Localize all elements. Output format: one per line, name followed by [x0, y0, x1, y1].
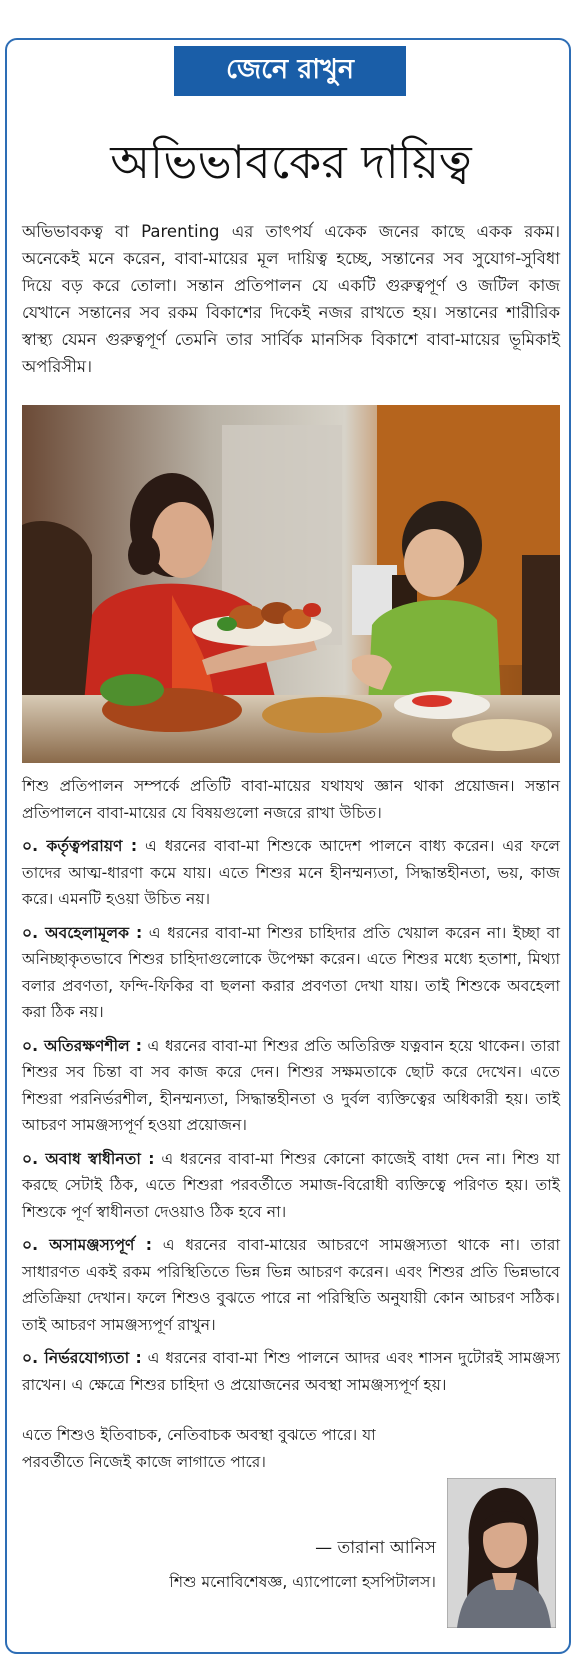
point-term: ০. অবহেলামূলক : — [22, 923, 143, 942]
author-affiliation: শিশু মনোবিশেষজ্ঞ, এ্যাপোলো হসপিটালস। — [169, 1573, 436, 1591]
point-term: ০. নির্ভরযোগ্যতা : — [22, 1349, 142, 1367]
article-title: অভিভাবকের দায়িত্ব — [110, 135, 472, 189]
point-term: ০. কর্তৃত্বপরায়ণ : — [22, 837, 138, 855]
article-body — [22, 773, 560, 1405]
mother-child-photo — [22, 405, 560, 763]
point-item — [22, 920, 560, 1026]
point-text: এ ধরনের বাবা-মা শিশুর চাহিদার প্রতি খেয়াল করেন না। ইচ্ছা বা অনিচ্ছাকৃতভাবে শিশুর চাহিদাগুলোকে উপেক্ষা করেন। এতে শিশুর মধ্যে হতাশা, মিথ্যা বলার প্রবণতা, ফন্দি-ফিকির বা ছলনা করার প্রবণতা দেখা যায়। তাই শিশুকে অবহেলা করা ঠিক নয়। — [22, 923, 560, 1021]
author-portrait — [447, 1478, 556, 1628]
point-item — [22, 1146, 560, 1226]
point-text: এ ধরনের বাবা-মা শিশুর কোনো কাজেই বাধা দেন না। শিশু যা করছে সেটাই ঠিক, এতে শিশুরা পরবর্তীতে সমাজ-বিরোধী ব্যক্তিত্বে পরিণত হয়। তাই শিশুকে পূর্ণ স্বাধীনতা দেওয়াও ঠিক হবে না। — [22, 1149, 560, 1221]
section-banner: জেনে রাখুন — [174, 46, 406, 96]
lead-paragraph: শিশু প্রতিপালন সম্পর্কে প্রতিটি বাবা-মায়ের যথাযথ জ্ঞান থাকা প্রয়োজন। সন্তান প্রতিপালনে বাবা-মায়ের যে বিষয়গুলো নজরে রাখা উচিত। — [22, 777, 560, 822]
closing-paragraph: এতে শিশুও ইতিবাচক, নেতিবাচক অবস্থা বুঝতে পারে। যা পরবর্তীতে নিজেই কাজে লাগাতে পারে। — [22, 1426, 376, 1471]
intro-text: অভিভাবকত্ব বা Parenting এর তাৎপর্য একেক জনের কাছে একক রকম। অনেকেই মনে করেন, বাবা-মায়ের মূল দায়িত্ব হচ্ছে, সন্তানের সব সুযোগ-সুবিধা দিয়ে বড় করে তোলা। সন্তান প্রতিপালন যে একটি গুরুত্বপূর্ণ ও জটিল কাজ যেখানে সন্তানের সব রকম বিকাশের দিকেই নজর রাখতে হয়। সন্তানের শারীরিক স্বাস্থ্য যেমন গুরুত্বপূর্ণ তেমনি তার সার্বিক মানসিক বিকাশে বাবা-মায়ের ভূমিকাই অপরিসীম। — [22, 222, 560, 376]
portrait-illustration — [447, 1478, 556, 1628]
point-item — [22, 1345, 560, 1398]
point-term: ০. অসামঞ্জস্যপূর্ণ : — [22, 1236, 152, 1254]
point-text: এ ধরনের বাবা-মা শিশুর প্রতি অতিরিক্ত যত্নবান হয়ে থাকেন। তারা শিশুর সব চিন্তা বা সব কাজ করে দেন। শিশুর সক্ষমতাকে ছোট করে দেখেন। এতে শিশুরা পরনির্ভরশীল, হীনম্মন্যতা, সিদ্ধান্তহীনতা ও দুর্বল ব্যক্তিত্বের অধিকারী হয়। তাই আচরণ সামঞ্জস্যপূর্ণ হওয়া প্রয়োজন। — [22, 1036, 560, 1134]
point-term: ০. অতিরক্ষণশীল : — [22, 1036, 142, 1055]
author-name: — তারানা আনিস — [315, 1538, 436, 1558]
point-item — [22, 833, 560, 913]
intro-paragraph — [22, 218, 560, 380]
point-text: এ ধরনের বাবা-মা শিশু পালনে আদর এবং শাসন দুটোরই সামঞ্জস্য রাখেন। এ ক্ষেত্রে শিশুর চাহিদা ও প্রয়োজনের অবস্থা সামঞ্জস্যপূর্ণ হয়। — [22, 1349, 560, 1394]
point-item — [22, 1232, 560, 1338]
point-term: ০. অবাধ স্বাধীনতা : — [22, 1149, 155, 1168]
point-text: এ ধরনের বাবা-মা শিশুকে আদেশ পালনে বাধ্য করেন। এর ফলে তাদের আত্ম-ধারণা কমে যায়। এতে শিশুর মনে হীনম্মন্যতা, সিদ্ধান্তহীনতা, ভয়, কাজ করে। এমনটি হওয়া উচিত নয়। — [22, 837, 560, 908]
point-item — [22, 1033, 560, 1139]
photo-illustration — [22, 405, 560, 763]
point-text: এ ধরনের বাবা-মায়ের আচরণে সামঞ্জস্যতা থাকে না। তারা সাধারণত একই রকম পরিস্থিতিতে ভিন্ন ভিন্ন আচরণ করেন। এবং শিশুর প্রতি ভিন্নভাবে প্রতিক্রিয়া দেখান। ফলে শিশুও বুঝতে পারে না পরিস্থিতি অনুযায়ী কোন আচরণ সঠিক। তাই আচরণ সামঞ্জস্যপূর্ণ রাখুন। — [22, 1236, 560, 1334]
